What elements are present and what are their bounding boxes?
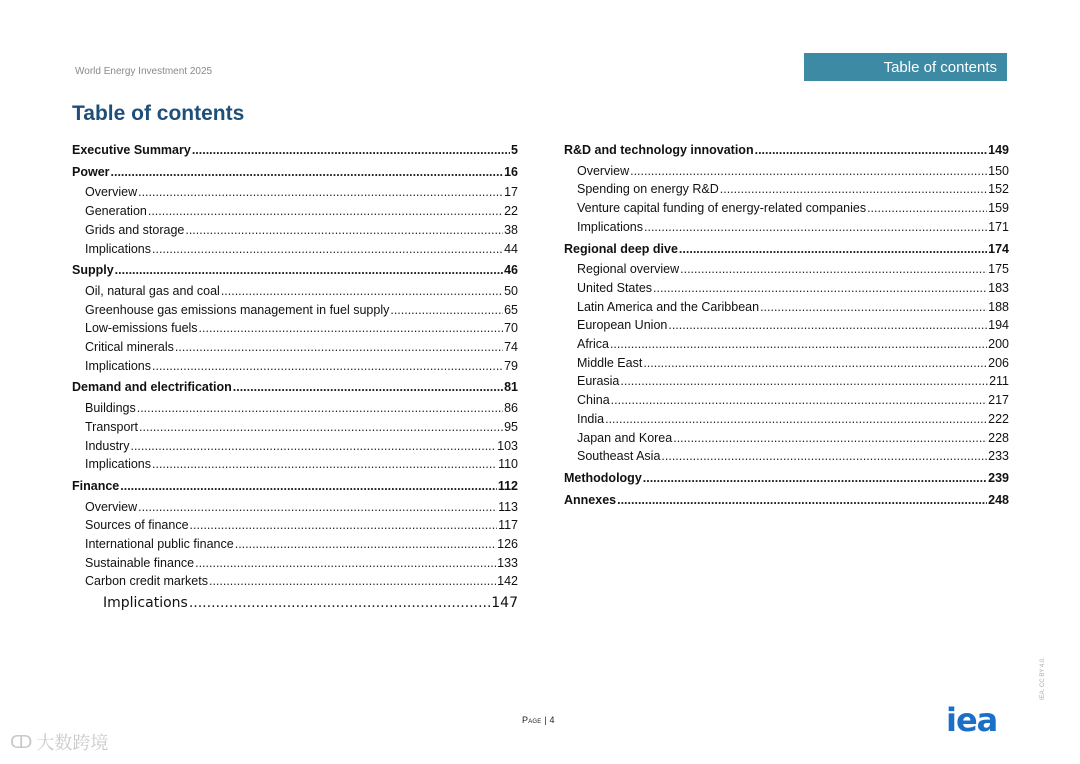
toc-leader-dots [620,372,988,391]
toc-leader-dots [152,357,503,376]
toc-entry-page: 46 [504,263,518,278]
iea-logo: iea [946,701,998,739]
toc-leader-dots [235,535,496,554]
toc-entry-title: Grids and storage [85,222,185,237]
toc-entry[interactable] [72,437,518,456]
toc-leader-dots [610,335,987,354]
toc-entry-page: 171 [988,219,1009,234]
toc-entry-title: Greenhouse gas emissions management in fuel supply [85,302,390,317]
toc-entry-page: 17 [504,185,518,200]
toc-entry-page: 133 [497,555,518,570]
toc-leader-dots [661,447,987,466]
toc-entry[interactable] [564,316,1009,335]
toc-entry-title: Middle East [577,355,643,370]
toc-leader-dots [130,437,496,456]
toc-entry-title: European Union [577,318,668,333]
toc-entry[interactable] [564,240,1009,259]
toc-entry[interactable] [72,378,518,397]
toc-leader-dots [138,183,503,202]
toc-entry-title: Overview [85,499,138,514]
toc-entry-page: 222 [988,411,1009,426]
toc-entry-title: Demand and electrification [72,380,232,395]
page-label: Page [522,715,542,725]
toc-entry[interactable] [72,554,518,573]
toc-entry-title: International public finance [85,537,234,552]
toc-entry[interactable] [72,202,518,221]
header-publication: World Energy Investment 2025 [75,66,213,77]
toc-entry-page: 112 [497,478,518,493]
toc-entry[interactable] [564,162,1009,181]
toc-entry-page: 70 [504,321,518,336]
toc-entry-title: Buildings [85,401,136,416]
toc-entry[interactable] [72,399,518,418]
toc-entry-title: Southeast Asia [577,449,661,464]
watermark-logo-icon: ↀ [10,731,33,753]
toc-leader-dots [120,477,497,496]
toc-entry[interactable] [72,455,518,474]
toc-leader-dots [617,491,987,510]
toc-entry-title: Implications [85,241,151,256]
toc-leader-dots [653,279,987,298]
toc-leader-dots [390,301,503,320]
toc-entry[interactable] [564,335,1009,354]
toc-right-column [564,141,1009,511]
license-text: IEA. CC BY 4.0. [1040,657,1046,700]
toc-entry-title: Executive Summary [72,143,191,157]
toc-entry-title: Implications [85,457,151,472]
toc-entry[interactable] [72,418,518,437]
toc-entry-title: Implications [85,358,151,373]
toc-entry-page: 188 [988,299,1009,314]
page-separator: | [544,715,547,725]
toc-entry[interactable] [72,301,518,320]
toc-entry-title: Japan and Korea [577,430,673,445]
toc-entry-title: Africa [577,337,609,352]
toc-leader-dots [138,498,497,517]
toc-entry[interactable] [564,199,1009,218]
page-title: Table of contents [72,102,245,125]
toc-entry-page: 228 [988,430,1009,445]
toc-entry[interactable] [564,410,1009,429]
toc-entry[interactable] [72,183,518,202]
toc-leader-dots [139,418,503,437]
toc-entry-title: Transport [85,419,139,434]
toc-entry-page: 149 [988,143,1009,157]
toc-entry[interactable] [564,372,1009,391]
toc-entry-title: Generation [85,204,147,219]
toc-entry[interactable] [72,593,518,613]
toc-entry-page: 117 [498,518,518,533]
toc-entry-page: 147 [491,595,518,612]
toc-entry-title: Latin America and the Caribbean [577,299,760,314]
toc-entry-title: India [577,411,605,426]
toc-entry-title: Low-emissions fuels [85,321,198,336]
toc-leader-dots [755,141,988,160]
toc-entry-page: 239 [988,470,1009,485]
toc-entry-page: 16 [504,164,518,179]
toc-entry-title: Sustainable finance [85,555,195,570]
toc-entry-title: Overview [577,163,630,178]
toc-entry[interactable] [72,516,518,535]
toc-leader-dots [630,162,987,181]
toc-left-column [72,141,518,613]
watermark-text: 大数跨境 [36,733,109,754]
toc-entry-page: 174 [988,241,1009,256]
toc-entry-page: 5 [511,143,518,157]
toc-entry-title: Regional overview [577,262,680,277]
toc-entry-page: 152 [988,182,1009,197]
toc-entry[interactable] [564,429,1009,448]
toc-entry[interactable] [72,477,518,496]
toc-leader-dots [148,202,503,221]
toc-leader-dots [668,316,987,335]
toc-entry-page: 248 [988,492,1009,507]
toc-entry-title: Annexes [564,492,617,507]
toc-entry-title: Implications [103,595,188,612]
toc-leader-dots [611,391,987,410]
toc-entry-title: Implications [577,219,643,234]
toc-entry[interactable] [72,535,518,554]
toc-entry-page: 194 [988,318,1009,333]
toc-entry[interactable] [72,261,518,280]
toc-entry-page: 81 [504,380,518,395]
toc-entry-title: Sources of finance [85,518,189,533]
toc-entry[interactable] [564,180,1009,199]
toc-leader-dots [720,180,987,199]
toc-leader-dots [199,319,504,338]
toc-entry-title: Venture capital funding of energy-related companies [577,201,867,216]
page-number-footer [522,715,555,725]
toc-entry-title: Critical minerals [85,340,174,355]
toc-entry-page: 113 [498,499,518,514]
toc-entry-title: United States [577,280,653,295]
toc-entry[interactable] [72,357,518,376]
toc-leader-dots [679,240,987,259]
toc-entry-title: R&D and technology innovation [564,143,754,157]
toc-leader-dots [195,554,496,573]
toc-entry-page: 142 [497,574,518,589]
toc-entry-page: 110 [498,457,518,472]
toc-entry-page: 22 [504,204,518,219]
toc-entry-title: Industry [85,438,130,453]
toc-entry-page: 217 [988,393,1009,408]
toc-entry[interactable] [72,319,518,338]
toc-entry-title: Power [72,164,110,179]
toc-entry-page: 233 [988,449,1009,464]
toc-entry-title: Oil, natural gas and coal [85,283,220,298]
toc-entry[interactable] [72,240,518,259]
toc-entry-title: Regional deep dive [564,241,678,256]
toc-entry[interactable] [564,491,1009,510]
toc-entry-title: China [577,393,610,408]
toc-leader-dots [680,260,987,279]
toc-leader-dots [192,141,510,160]
toc-entry-page: 200 [988,337,1009,352]
toc-entry[interactable] [564,218,1009,237]
toc-entry-page: 44 [504,241,518,256]
toc-entry-page: 50 [504,283,518,298]
toc-entry-page: 159 [988,201,1009,216]
toc-leader-dots [605,410,987,429]
toc-leader-dots [673,429,987,448]
toc-leader-dots [175,338,503,357]
toc-leader-dots [137,399,503,418]
toc-entry[interactable] [72,221,518,240]
toc-entry[interactable] [564,354,1009,373]
toc-entry-page: 95 [504,419,518,434]
toc-entry-page: 211 [989,374,1009,389]
toc-leader-dots [644,218,987,237]
toc-leader-dots [185,221,503,240]
toc-entry[interactable] [564,279,1009,298]
toc-entry[interactable] [72,572,518,591]
toc-entry[interactable] [564,298,1009,317]
toc-entry-title: Overview [85,185,138,200]
toc-entry[interactable] [72,282,518,301]
toc-leader-dots [760,298,987,317]
toc-entry[interactable] [564,469,1009,488]
toc-leader-dots [233,378,503,397]
toc-leader-dots [643,469,987,488]
toc-leader-dots [867,199,987,218]
toc-entry-title: Carbon credit markets [85,574,208,589]
toc-entry[interactable] [564,260,1009,279]
toc-entry-title: Eurasia [577,374,620,389]
watermark [10,729,108,755]
toc-entry-title: Methodology [564,470,642,485]
toc-leader-dots [643,354,987,373]
toc-entry-page: 103 [497,438,518,453]
toc-entry-page: 126 [497,537,518,552]
toc-entry[interactable] [72,163,518,182]
toc-entry-title: Supply [72,263,114,278]
toc-entry-page: 150 [988,163,1009,178]
toc-entry[interactable] [564,447,1009,466]
toc-leader-dots [111,163,504,182]
page-number: 4 [549,715,555,725]
toc-entry-page: 183 [988,280,1009,295]
toc-entry-page: 79 [504,358,518,373]
toc-entry-page: 175 [988,262,1009,277]
toc-leader-dots [190,516,498,535]
toc-entry[interactable] [564,141,1009,160]
toc-entry[interactable] [72,498,518,517]
toc-entry-page: 38 [504,222,518,237]
toc-entry-title: Finance [72,478,120,493]
toc-leader-dots [221,282,503,301]
toc-leader-dots [115,261,503,280]
toc-leader-dots [152,455,497,474]
toc-leader-dots [152,240,503,259]
toc-entry-page: 74 [504,340,518,355]
section-tab: Table of contents [804,53,1007,81]
toc-entry[interactable] [564,391,1009,410]
toc-entry-page: 206 [988,355,1009,370]
toc-leader-dots [209,572,496,591]
toc-entry-page: 65 [504,302,518,317]
toc-entry-page: 86 [504,401,518,416]
toc-entry[interactable] [72,338,518,357]
toc-entry[interactable] [72,141,518,160]
toc-leader-dots [189,593,490,613]
toc-entry-title: Spending on energy R&D [577,182,719,197]
